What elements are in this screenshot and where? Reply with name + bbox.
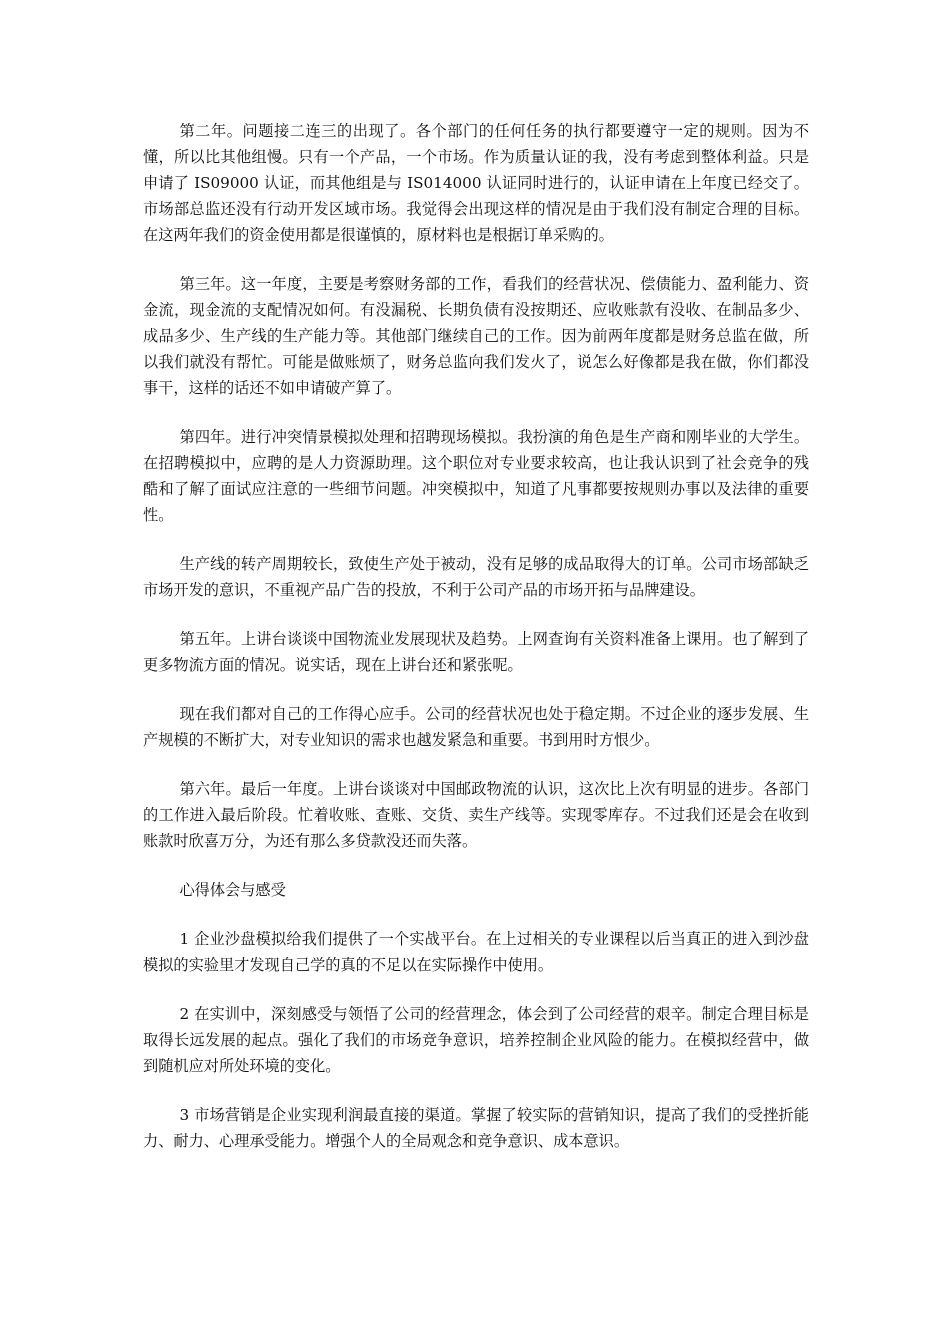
paragraph-year-five: 第五年。上讲台谈谈中国物流业发展现状及趋势。上网查询有关资料准备上课用。也了解到了更多物流方面的情况。说实话，现在上讲台还和紧张呢。 [143, 630, 809, 674]
paragraph-point-one: 1 企业沙盘模拟给我们提供了一个实战平台。在上过相关的专业课程以后当真正的进入到沙盘模拟的实验里才发现自己学的真的不足以在实际操作中使用。 [143, 930, 809, 974]
document-body [143, 118, 809, 1177]
paragraph-point-three: 3 市场营销是企业实现利润最直接的渠道。掌握了较实际的营销知识，提高了我们的受挫折能力、耐力、心理承受能力。增强个人的全局观念和竞争意识、成本意识。 [143, 1106, 809, 1150]
paragraph-production-line: 生产线的转产周期较长，致使生产处于被动，没有足够的成品取得大的订单。公司市场部缺乏市场开发的意识，不重视产品广告的投放，不利于公司产品的市场开拓与品牌建设。 [143, 555, 809, 599]
paragraph-year-three: 第三年。这一年度，主要是考察财务部的工作，看我们的经营状况、偿债能力、盈利能力、资金流，现金流的支配情况如何。有没漏税、长期负债有没按期还、应收账款有没收、在制品多少、成品多少、生产线的生产能力等。其他部门继续自己的工作。因为前两年度都是财务总监在做，所以我们就没有帮忙。可能是做账烦了，财务总监向我们发火了，说怎么好像都是我在做，你们都没事干，这样的话还不如申请破产算了。 [143, 275, 809, 397]
paragraph-year-six: 第六年。最后一年度。上讲台谈谈对中国邮政物流的认识，这次比上次有明显的进步。各部门的工作进入最后阶段。忙着收账、查账、交货、卖生产线等。实现零库存。不过我们还是会在收到账款时欣喜万分，为还有那么多贷款没还而失落。 [143, 780, 809, 850]
paragraph-point-two: 2 在实训中，深刻感受与领悟了公司的经营理念，体会到了公司经营的艰辛。制定合理目标是取得长远发展的起点。强化了我们的市场竞争意识，培养控制企业风险的能力。在模拟经营中，做到随机应对所处环境的变化。 [143, 1005, 809, 1075]
section-heading: 心得体会与感受 [179, 881, 286, 899]
paragraph-year-two: 第二年。问题接二连三的出现了。各个部门的任何任务的执行都要遵守一定的规则。因为不懂，所以比其他组慢。只有一个产品，一个市场。作为质量认证的我，没有考虑到整体利益。只是申请了 IS09000 认证，而其他组是与 IS014000 认证同时进行的，认证申请在上年度已经交了。市场部总监还没有行动开发区域市场。我觉得会出现这样的情况是由于我们没有制定合理的目标。在这两年我们的资金使用都是很谨慎的，原材料也是根据订单采购的。 [143, 122, 809, 244]
paragraph-work-status: 现在我们都对自己的工作得心应手。公司的经营状况也处于稳定期。不过企业的逐步发展、生产规模的不断扩大，对专业知识的需求也越发紧急和重要。书到用时方恨少。 [143, 705, 809, 749]
paragraph-year-four: 第四年。进行冲突情景模拟处理和招聘现场模拟。我扮演的角色是生产商和刚毕业的大学生。在招聘模拟中，应聘的是人力资源助理。这个职位对专业要求较高，也让我认识到了社会竞争的残酷和了解了面试应注意的一些细节问题。冲突模拟中，知道了凡事都要按规则办事以及法律的重要性。 [143, 428, 809, 524]
